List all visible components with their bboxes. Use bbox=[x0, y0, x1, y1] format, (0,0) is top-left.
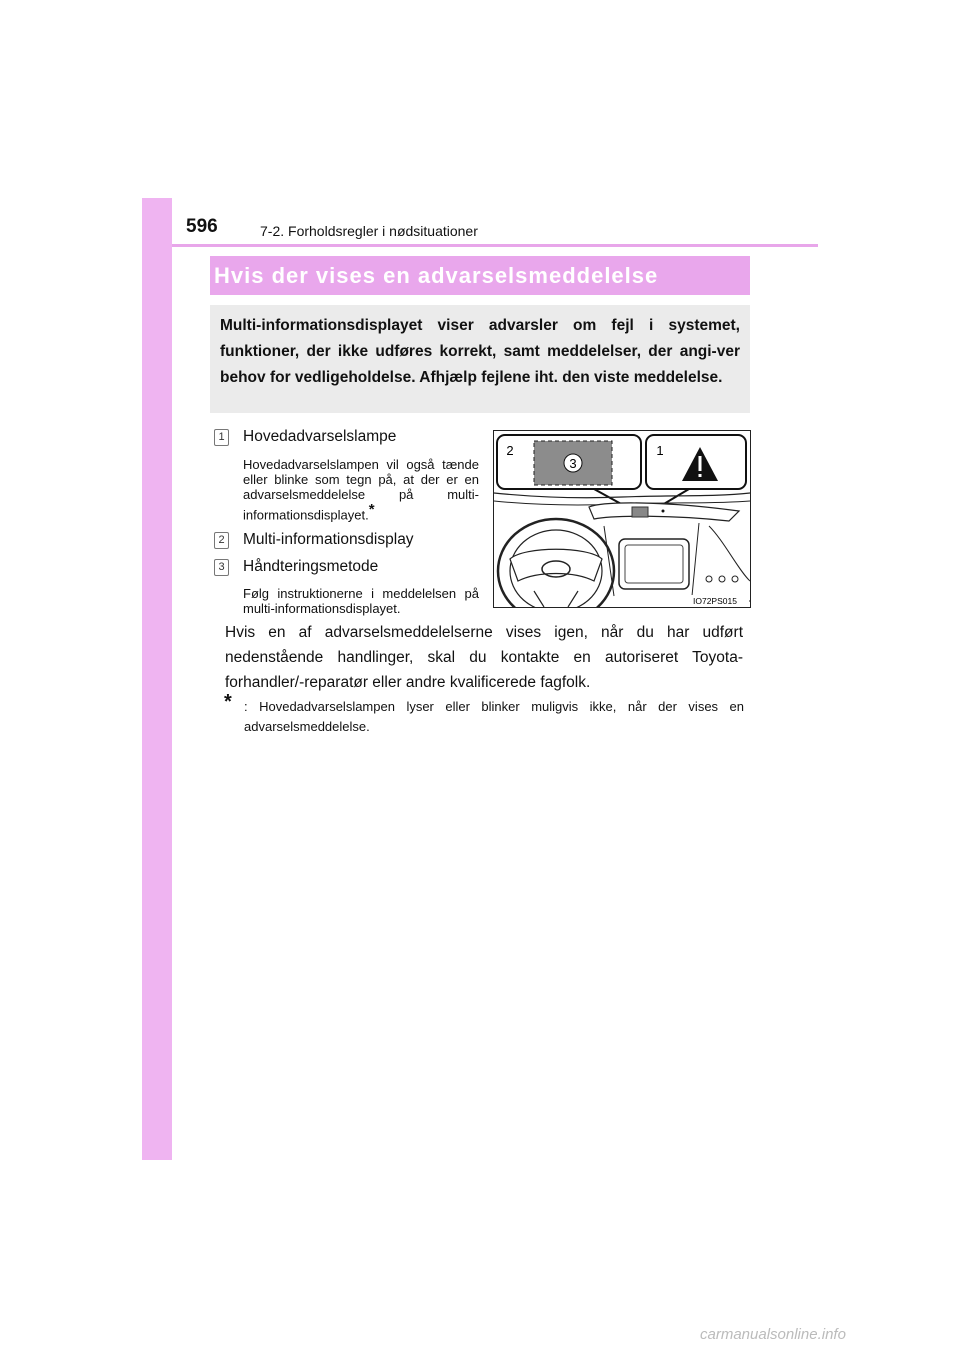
callout-2: 2 bbox=[506, 443, 514, 458]
item-number-2: 2 bbox=[214, 532, 229, 549]
item-title-3: Håndteringsmetode bbox=[243, 558, 379, 575]
watermark-text: carmanualsonline.info bbox=[700, 1326, 846, 1343]
item-number-3: 3 bbox=[214, 559, 229, 576]
item-title-2: Multi-informationsdisplay bbox=[243, 531, 414, 548]
page-number: 596 bbox=[186, 216, 218, 237]
item-desc-1: Hovedadvarselslampen vil også tænde eller blinke som tegn på, at der er en advarselsmeddelelse på multi-informationsdisplayet.* bbox=[243, 457, 479, 523]
footnote-ref-mark: * bbox=[368, 501, 375, 518]
page-title: Hvis der vises en advarselsmeddelelse bbox=[210, 256, 750, 295]
footnote-text: : Hovedadvarselslampen lyser eller blinker muligvis ikke, når der vises en advarselsmeddelelse. bbox=[244, 699, 744, 734]
header-divider bbox=[172, 244, 818, 247]
dashboard-illustration bbox=[493, 430, 751, 608]
figure-code: IO72PS015 bbox=[693, 596, 737, 606]
section-heading: 7-2. Forholdsregler i nødsituationer bbox=[260, 223, 478, 239]
callout-3: 3 bbox=[569, 456, 577, 471]
center-display bbox=[619, 539, 689, 589]
item-title-1: Hovedadvarselslampe bbox=[243, 428, 397, 445]
item-number-1: 1 bbox=[214, 429, 229, 446]
footnote-mark: * bbox=[224, 691, 232, 713]
callout-1: 1 bbox=[656, 443, 664, 458]
body-paragraph: Hvis en af advarselsmeddelelserne vises igen, når du har udført nedenstående handlinger, skal du kontakte en autoriseret Toyota-forhandler/-reparatør eller andre kvalificerede fagfolk. bbox=[225, 624, 743, 691]
chapter-tab-bar bbox=[142, 198, 172, 1160]
intro-box: Multi-informationsdisplayet viser advarsler om fejl i systemet, funktioner, der ikke udføres korrekt, samt meddelelser, der angi-ver behov for vedligeholdelse. Afhjælp fejlene iht. den viste meddelelse. bbox=[210, 305, 750, 413]
item-desc-3: Følg instruktionerne i meddelelsen på multi-informationsdisplayet. bbox=[243, 586, 479, 616]
